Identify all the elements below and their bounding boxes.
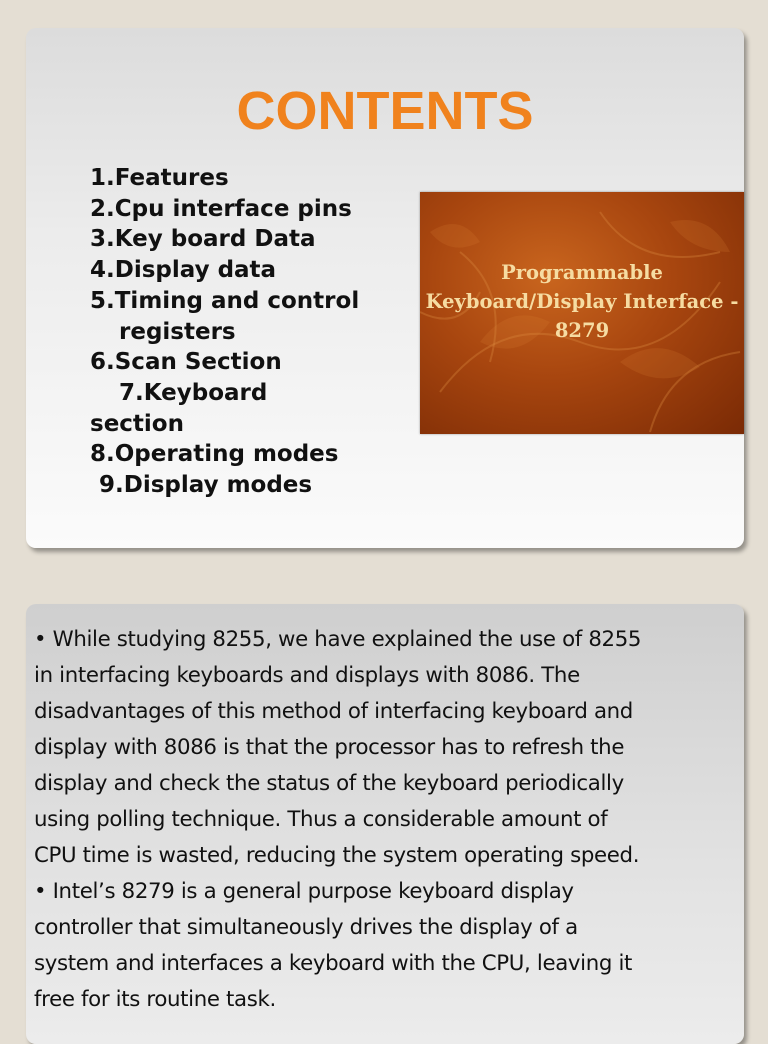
- text-line: system and interfaces a keyboard with the CPU, leaving it: [34, 951, 633, 976]
- contents-item: 8.Operating modes: [90, 441, 339, 468]
- text-line: • While studying 8255, we have explained the use of 8255: [34, 627, 642, 652]
- contents-item: 5.Timing and control: [90, 287, 360, 314]
- text-line: using polling technique. Thus a considerable amount of: [34, 807, 608, 832]
- contents-item: 9.Display modes: [99, 472, 313, 499]
- contents-item: 3.Key board Data: [90, 226, 316, 253]
- contents-item: 1.Features: [90, 165, 229, 191]
- contents-item: 2.Cpu interface pins: [90, 195, 352, 222]
- caption-line: Keyboard/Display Interface -: [425, 290, 739, 313]
- text-line: free for its routine task.: [34, 987, 276, 1012]
- slide-contents: [26, 28, 744, 548]
- contents-item-continuation: section: [90, 410, 184, 437]
- contents-item: 4.Display data: [90, 257, 277, 284]
- text-line: • Intel’s 8279 is a general purpose keyboard display: [34, 879, 574, 904]
- caption-line: 8279: [554, 319, 610, 342]
- text-line: controller that simultaneously drives the display of a: [34, 915, 578, 940]
- contents-item-continuation: registers: [119, 318, 236, 345]
- contents-item: 7.Keyboard: [119, 379, 268, 406]
- description-paragraph: [34, 622, 740, 1018]
- text-line: display with 8086 is that the processor has to refresh the: [34, 735, 625, 760]
- title-slide-thumbnail: [420, 192, 744, 434]
- contents-item: 6.Scan Section: [90, 349, 282, 376]
- slide-description: [26, 604, 744, 1044]
- text-line: CPU time is wasted, reducing the system operating speed.: [34, 843, 640, 868]
- slide-title: CONTENTS: [236, 81, 534, 141]
- contents-list: [90, 163, 359, 501]
- caption-line: Programmable: [501, 261, 663, 284]
- text-line: disadvantages of this method of interfacing keyboard and: [34, 699, 633, 724]
- thumbnail-caption: [420, 258, 744, 345]
- text-line: display and check the status of the keyboard periodically: [34, 771, 624, 796]
- text-line: in interfacing keyboards and displays with 8086. The: [34, 663, 580, 688]
